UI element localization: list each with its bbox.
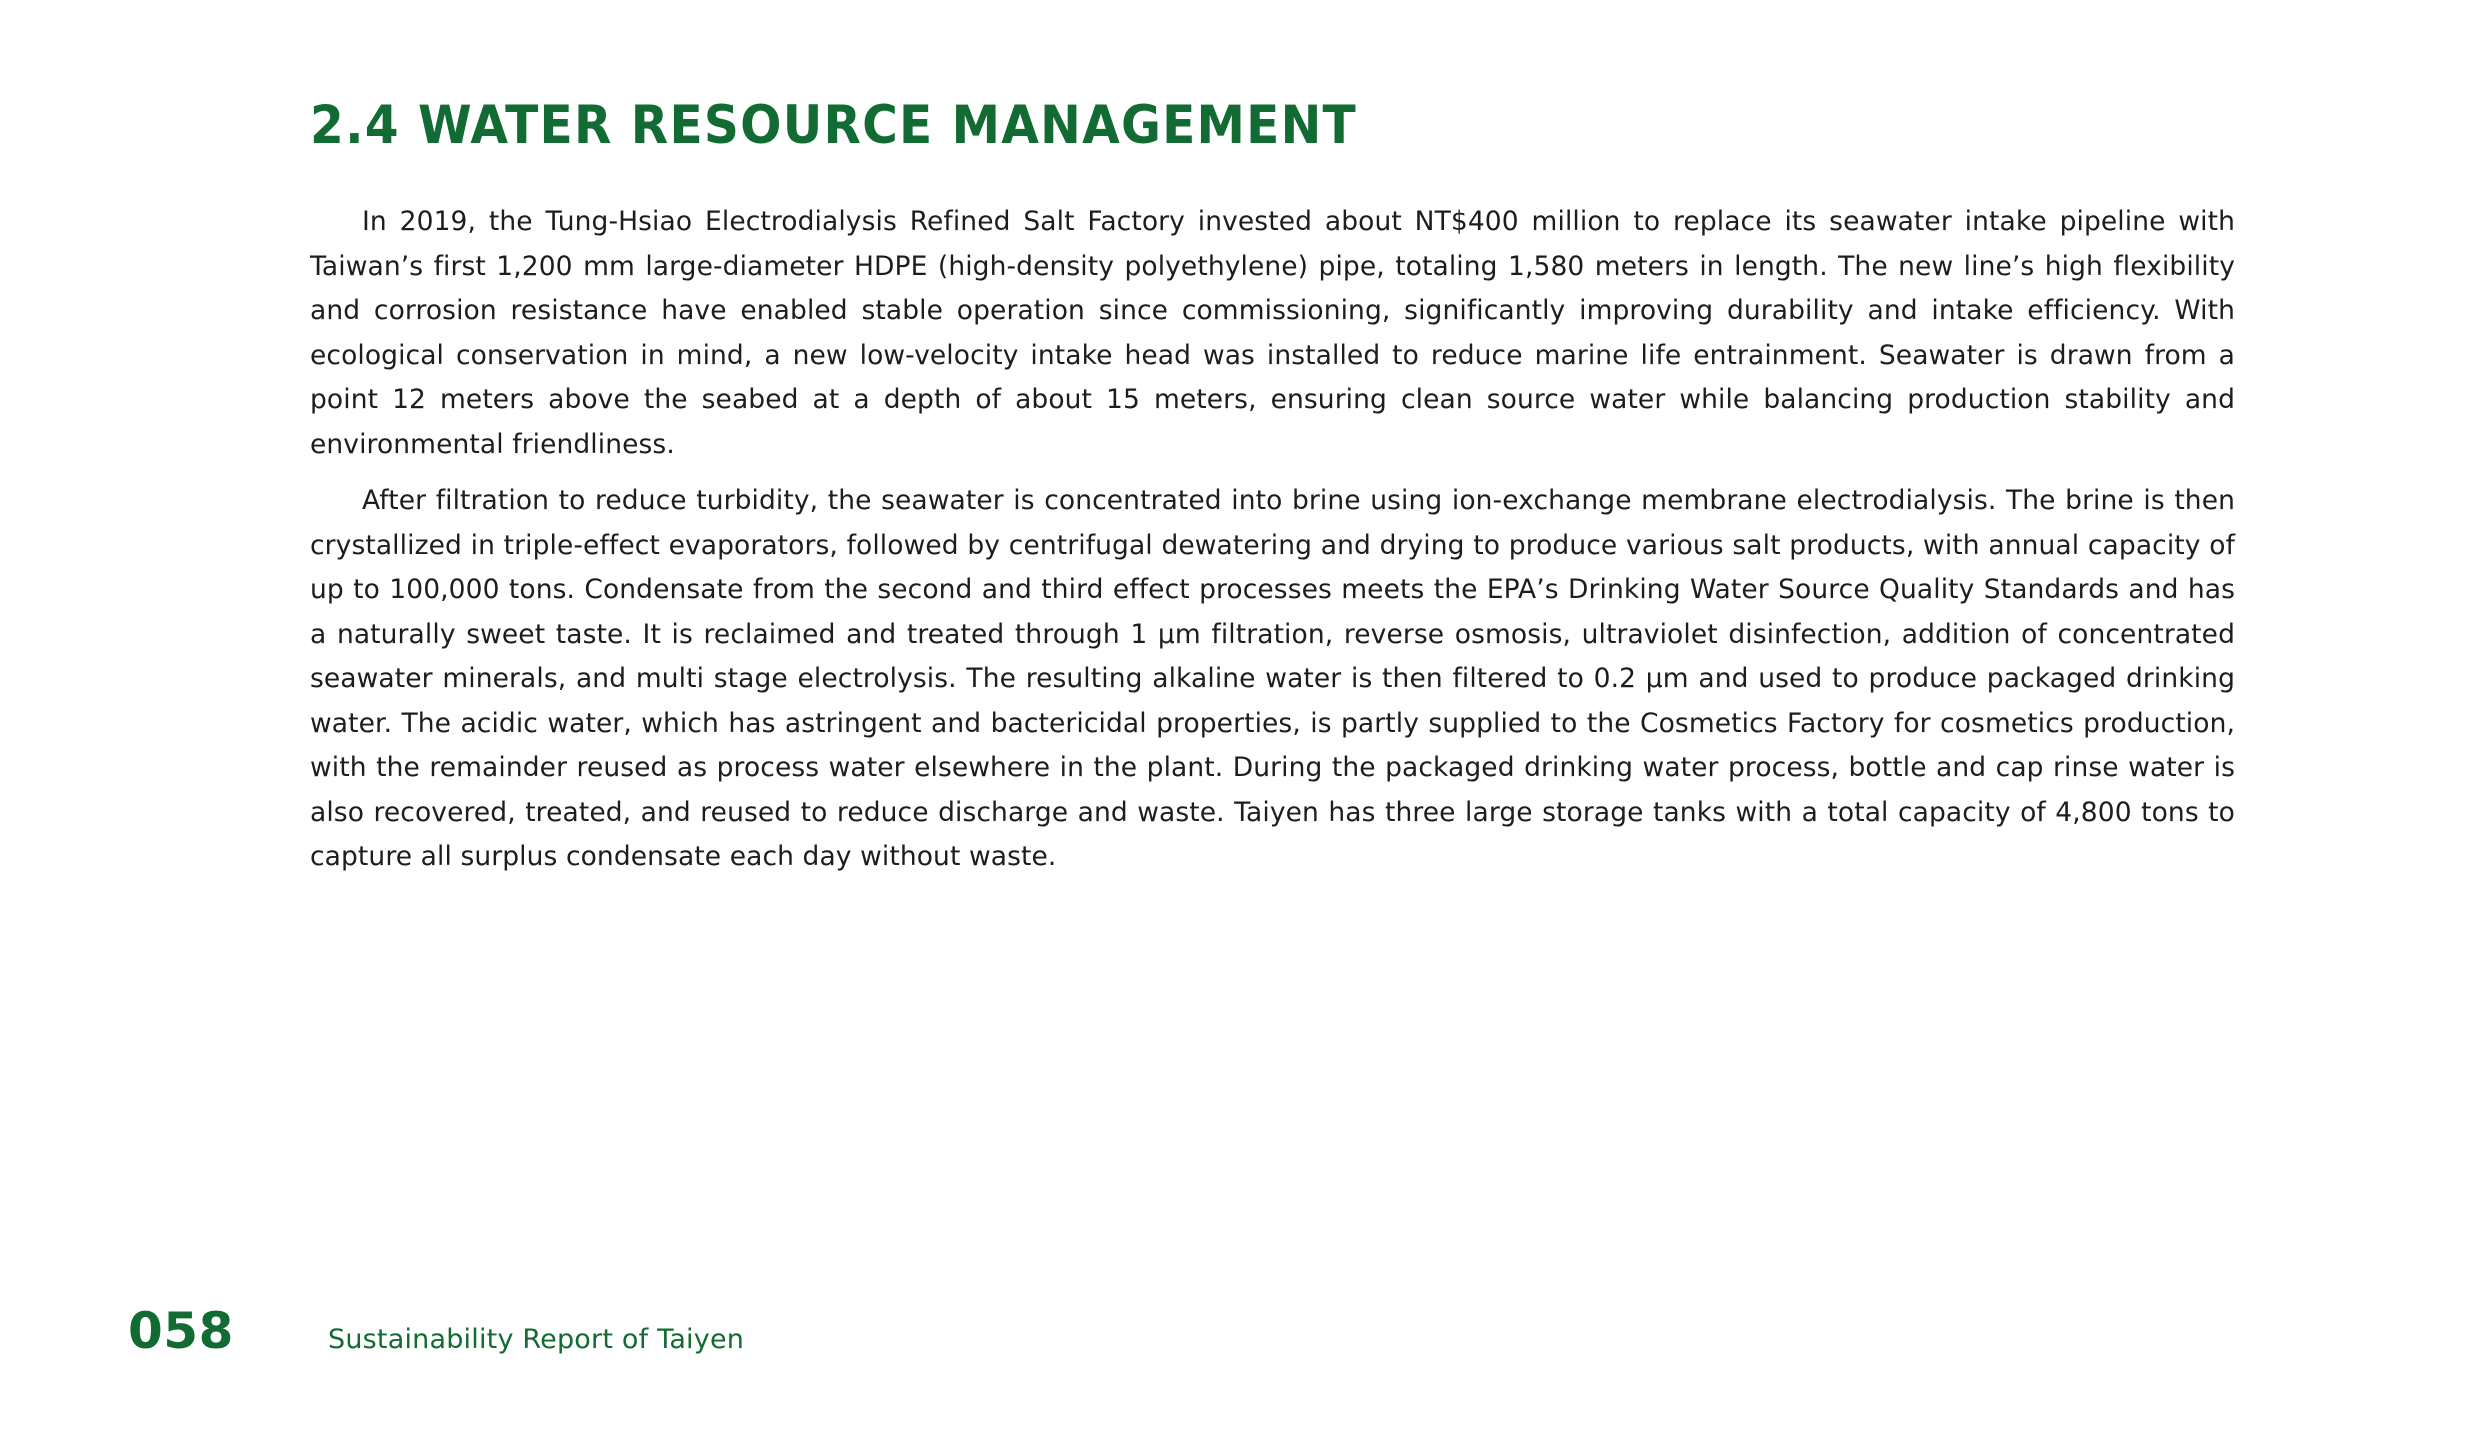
page-number: 058 — [128, 1302, 234, 1360]
footer-report-name: Sustainability Report of Taiyen — [328, 1324, 745, 1355]
page-footer — [128, 1302, 744, 1360]
page-content — [310, 95, 2235, 880]
body-paragraph-1: In 2019, the Tung-Hsiao Electrodialysis Refined Salt Factory invested about NT$400 million to replace its seawater intake pipeline with Taiwan’s first 1,200 mm large-diameter HDPE (high-density polyethylene) pipe, totaling 1,580 meters in length. The new line’s high flexibility and corrosion resistance have enabled stable operation since commissioning, significantly improving durability and intake efficiency. With ecological conservation in mind, a new low-velocity intake head was installed to reduce marine life entrainment. Seawater is drawn from a point 12 meters above the seabed at a depth of about 15 meters, ensuring clean source water while balancing production stability and environmental friendliness. — [310, 206, 2235, 460]
page-title: 2.4 WATER RESOURCE MANAGEMENT — [310, 95, 1357, 156]
body-paragraph-2: After filtration to reduce turbidity, the seawater is concentrated into brine using ion-exchange membrane electrodialysis. The brine is then crystallized in triple-effect evaporators, followed by centrifugal dewatering and drying to produce various salt products, with annual capacity of up to 100,000 tons. Condensate from the second and third effect processes meets the EPA’s Drinking Water Source Quality Standards and has a naturally sweet taste. It is reclaimed and treated through 1 μm filtration, reverse osmosis, ultraviolet disinfection, addition of concentrated seawater minerals, and multi stage electrolysis. The resulting alkaline water is then filtered to 0.2 μm and used to produce packaged drinking water. The acidic water, which has astringent and bactericidal properties, is partly supplied to the Cosmetics Factory for cosmetics production, with the remainder reused as process water elsewhere in the plant. During the packaged drinking water process, bottle and cap rinse water is also recovered, treated, and reused to reduce discharge and waste. Taiyen has three large storage tanks with a total capacity of 4,800 tons to capture all surplus condensate each day without waste. — [310, 485, 2235, 872]
